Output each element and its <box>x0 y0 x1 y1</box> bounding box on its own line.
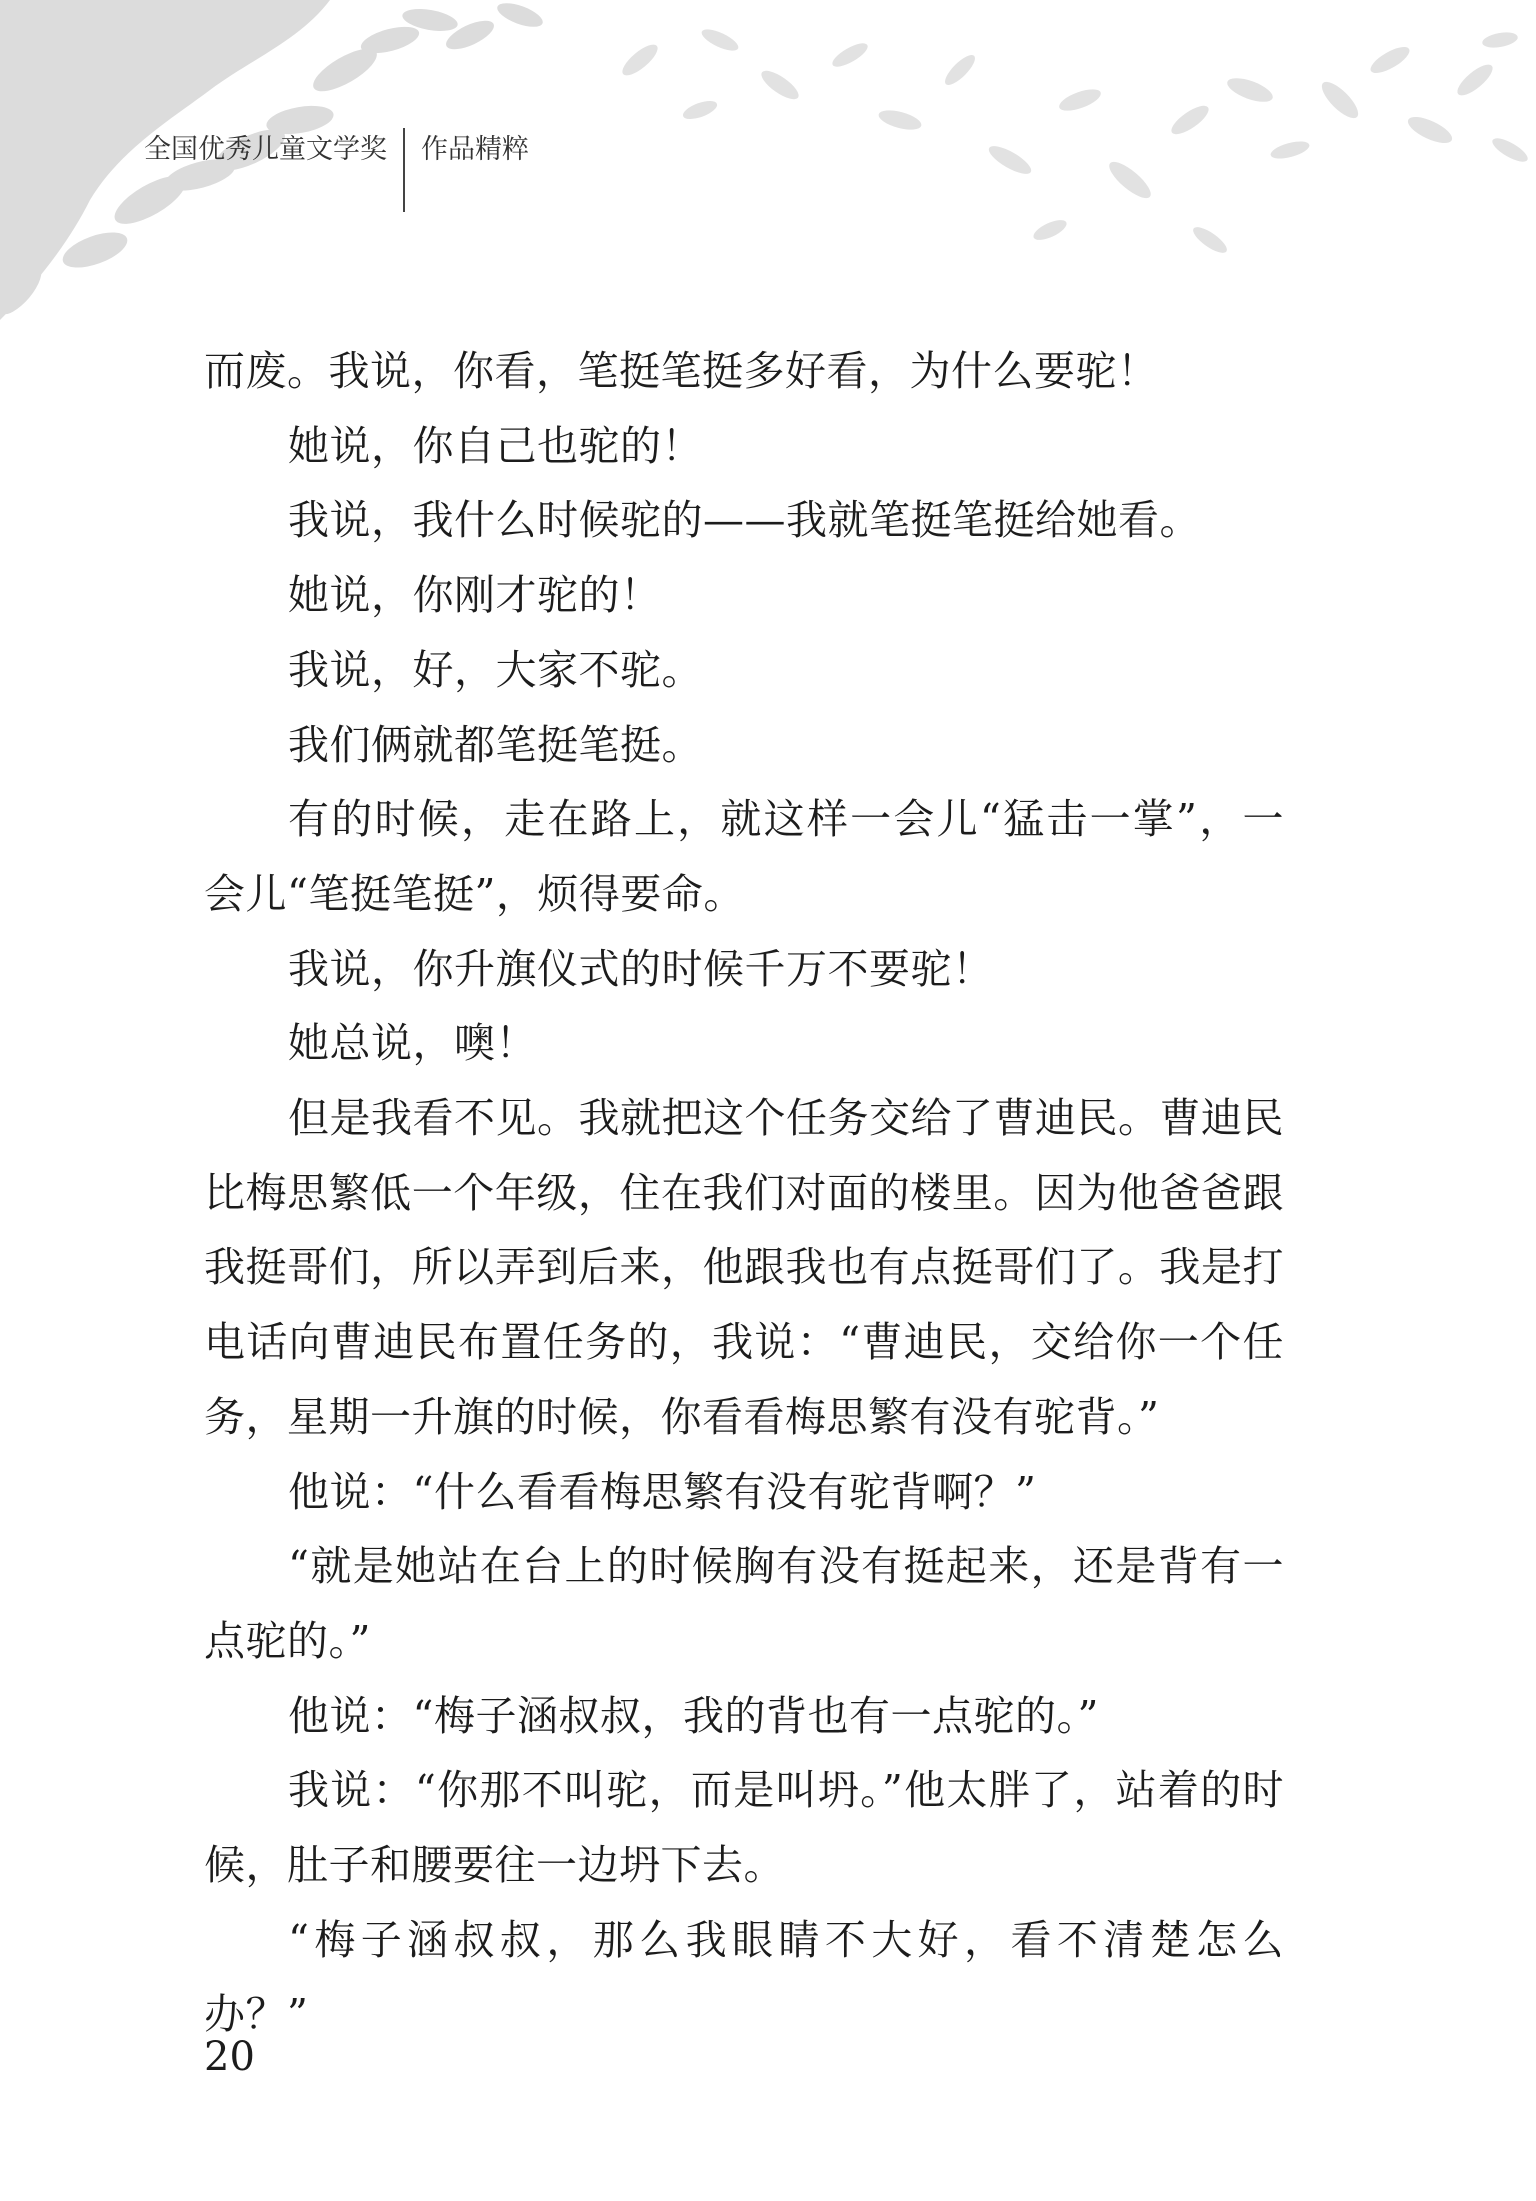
paragraph: 我说，你升旗仪式的时候千万不要驼！ <box>288 944 994 993</box>
header-section-title: 作品精粹 <box>421 133 529 165</box>
page-number: 20 <box>204 2034 255 2080</box>
body-text <box>204 334 1284 2052</box>
header-divider <box>403 128 405 212</box>
running-header <box>144 104 529 188</box>
paragraph: “梅子涵叔叔，那么我眼睛不大好，看不清楚怎么办？” <box>204 1915 1284 2039</box>
paragraph: 而废。我说，你看，笔挺笔挺多好看，为什么要驼！ <box>204 347 1159 395</box>
paragraph: 我们俩就都笔挺笔挺。 <box>288 720 703 769</box>
paragraph: 我说，好，大家不驼。 <box>288 645 703 694</box>
paragraph: 我说：“你那不叫驼，而是叫坍。”他太胖了，站着的时候，肚子和腰要往一边坍下去。 <box>204 1766 1284 1890</box>
paragraph: 她说，你刚才驼的！ <box>288 571 662 620</box>
paragraph: 她说，你自己也驼的！ <box>288 421 703 470</box>
paragraph: 但是我看不见。我就把这个任务交给了曹迪民。曹迪民比梅思繁低一个年级，住在我们对面的楼里。因为他爸爸跟我挺哥们，所以弄到后来，他跟我也有点挺哥们了。我是打电话向曹迪民布置任务的，我说：“曹迪民，交给你一个任务，星期一升旗的时候，你看看梅思繁有没有驼背。” <box>204 1094 1284 1441</box>
paragraph: 她总说，噢！ <box>288 1019 537 1068</box>
paragraph: 有的时候，走在路上，就这样一会儿“猛击一掌”，一会儿“笔挺笔挺”，烦得要命。 <box>204 795 1284 918</box>
header-series-title: 全国优秀儿童文学奖 <box>144 133 387 165</box>
paragraph: 他说：“梅子涵叔叔，我的背也有一点驼的。” <box>288 1691 1099 1740</box>
paragraph: “就是她站在台上的时候胸有没有挺起来，还是背有一点驼的。” <box>204 1542 1284 1665</box>
paragraph: 他说：“什么看看梅思繁有没有驼背啊？” <box>288 1467 1037 1516</box>
paragraph: 我说，我什么时候驼的——我就笔挺笔挺给她看。 <box>288 496 1201 545</box>
